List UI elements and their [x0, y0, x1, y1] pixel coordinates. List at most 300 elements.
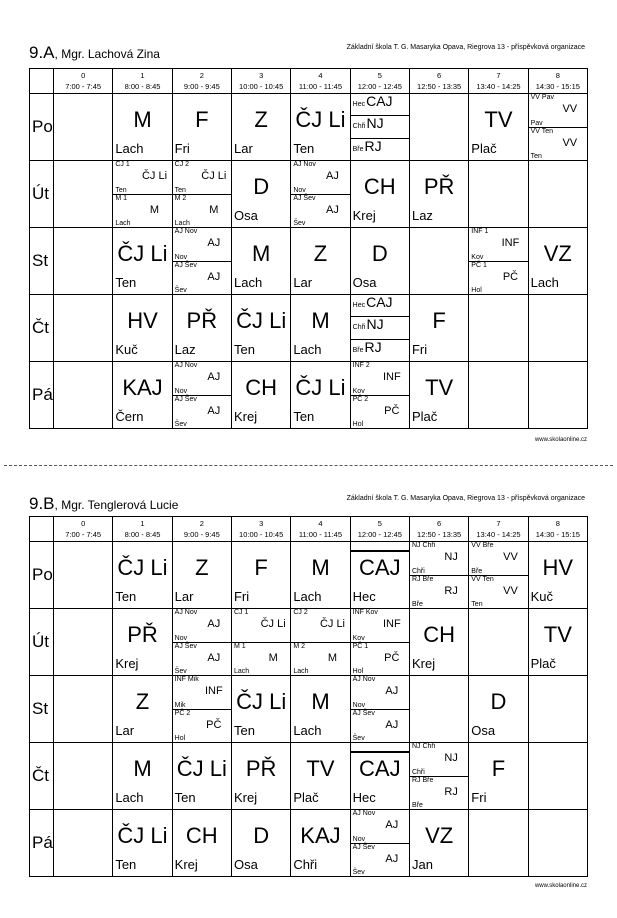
class-name: 9.B — [29, 494, 55, 513]
teacher-abbr: Chři — [293, 857, 318, 872]
lesson-cell — [409, 94, 468, 161]
teacher-abbr: Lach — [293, 589, 322, 604]
lesson — [351, 161, 409, 227]
period-number: 7 — [496, 519, 501, 528]
subject-name: AJ — [207, 237, 221, 250]
teacher-abbr: Fri — [411, 342, 428, 357]
subject-name: PČ — [206, 718, 222, 731]
subject-name: AJ — [207, 270, 221, 283]
teacher-abbr: Osa — [471, 723, 496, 738]
subject-name: D — [371, 241, 388, 266]
subject-name: ČJ Li — [319, 618, 345, 631]
group-lesson — [351, 609, 409, 642]
group-name: AJ Šev — [293, 194, 316, 202]
lesson-cell — [350, 542, 409, 609]
teacher-abbr: Krej — [233, 409, 258, 424]
day-label: Po — [30, 94, 54, 161]
group-lessons — [173, 161, 231, 227]
lesson — [232, 295, 290, 361]
class-teacher: , Mgr. Lachová Zina — [54, 47, 160, 61]
lesson-cell — [291, 676, 350, 743]
group-lessons — [173, 228, 231, 294]
period-number: 2 — [199, 71, 204, 80]
subject-name: AJ — [385, 685, 399, 698]
school-name: Základní škola T. G. Masaryka Opava, Riegrova 13 - příspěvková organizace — [346, 44, 585, 51]
group-lesson — [173, 194, 231, 228]
subject-name: D — [253, 174, 270, 199]
lesson — [113, 676, 171, 742]
lesson-cell — [409, 542, 468, 609]
group-name: PČ 2 — [174, 709, 191, 717]
group-lesson — [173, 676, 231, 709]
lesson-cell — [172, 295, 231, 362]
period-time: 13:40 - 14:25 — [476, 82, 521, 91]
lesson — [113, 228, 171, 294]
language-group — [351, 339, 409, 361]
period-time: 12:00 - 12:45 — [357, 530, 402, 539]
subject-name: AJ — [326, 170, 339, 183]
lesson-cell — [409, 810, 468, 877]
period-number: 5 — [377, 519, 382, 528]
subject-name: AJ — [207, 618, 221, 631]
period-header — [291, 517, 350, 542]
lesson — [291, 94, 349, 160]
period-time: 14:30 - 15:15 — [535, 530, 580, 539]
lesson — [469, 94, 527, 160]
group-lessons — [351, 676, 409, 742]
group-lesson — [173, 228, 231, 261]
blank-row — [351, 752, 409, 753]
corner-cell — [30, 517, 54, 542]
teacher-abbr: Nov — [174, 387, 188, 395]
teacher-abbr: Ten — [115, 857, 137, 872]
teacher-abbr: Lach — [115, 790, 144, 805]
group-lesson — [113, 161, 171, 194]
subject-name: HV — [542, 555, 574, 580]
subject-name: AJ — [207, 651, 221, 664]
period-time: 7:00 - 7:45 — [65, 530, 102, 539]
day-label: Po — [30, 542, 54, 609]
group-name: VV Bře — [471, 542, 494, 549]
group-lesson — [173, 709, 231, 743]
timetable-grid — [29, 516, 588, 877]
lesson-cell — [409, 161, 468, 228]
period-header — [54, 517, 113, 542]
lesson — [351, 743, 409, 809]
teacher-abbr: Fri — [471, 790, 487, 805]
lesson-cell — [172, 94, 231, 161]
lesson-cell — [350, 161, 409, 228]
subject-name: M — [133, 107, 152, 132]
group-name: NJ Chři — [411, 743, 436, 750]
period-header — [350, 69, 409, 94]
subject-name: ČJ Li — [295, 107, 346, 132]
period-header — [172, 69, 231, 94]
subject-name: PŘ — [245, 756, 277, 781]
lesson — [173, 295, 231, 361]
period-number: 1 — [140, 71, 145, 80]
teacher-abbr: Chři — [411, 768, 425, 776]
period-header — [409, 69, 468, 94]
lesson — [291, 676, 349, 742]
teacher-abbr: Osa — [352, 275, 377, 290]
day-label: Čt — [30, 295, 54, 362]
group-lesson — [232, 609, 290, 642]
group-name: NJ Chři — [411, 542, 436, 549]
lesson-cell — [350, 810, 409, 877]
lesson-cell — [350, 295, 409, 362]
teacher-abbr: Lach — [233, 668, 250, 675]
lesson — [113, 609, 171, 675]
group-lesson — [469, 575, 527, 609]
group-name: INF 1 — [471, 228, 489, 235]
teacher-abbr: Ten — [233, 342, 255, 357]
subject-name: ČJ Li — [260, 618, 286, 631]
period-number: 4 — [318, 519, 323, 528]
lesson-cell — [409, 362, 468, 429]
lesson — [351, 542, 409, 608]
teacher-abbr: Lach — [293, 668, 309, 675]
subject-name: Z — [313, 241, 328, 266]
lesson — [291, 542, 349, 608]
lesson-cell — [469, 810, 528, 877]
group-lesson — [469, 542, 527, 575]
subject-name: VV — [562, 136, 578, 149]
group-lessons — [469, 228, 527, 294]
blank-subgroups — [351, 542, 409, 552]
lesson-cell — [231, 676, 290, 743]
period-time: 11:00 - 11:45 — [298, 530, 343, 539]
group-name: AJ Šev — [174, 642, 197, 650]
lesson-cell — [113, 676, 172, 743]
lesson-cell — [231, 295, 290, 362]
subject-name: TV — [484, 107, 513, 132]
subject-name: HV — [127, 308, 158, 333]
period-time: 8:00 - 8:45 — [124, 530, 161, 539]
group-lessons — [173, 609, 231, 675]
lesson-cell — [113, 810, 172, 877]
group-lesson — [351, 676, 409, 709]
lesson-cell — [291, 362, 350, 429]
lesson-cell — [113, 295, 172, 362]
period-time: 9:00 - 9:45 — [183, 530, 220, 539]
blank-row — [351, 542, 409, 550]
subject-name: Z — [254, 107, 268, 132]
lesson-cell — [113, 94, 172, 161]
teacher-abbr: Hec — [352, 790, 376, 805]
subject-name: RJ — [444, 785, 458, 798]
lesson-cell — [291, 228, 350, 295]
group-name: AJ Šev — [174, 395, 197, 403]
subject-name: RJ — [364, 338, 382, 355]
subject-name: Z — [135, 689, 150, 714]
lesson-cell — [350, 743, 409, 810]
lesson — [291, 810, 349, 876]
subject-name: TV — [425, 375, 454, 400]
teacher-abbr: Hec — [352, 302, 366, 310]
lesson-cell — [113, 542, 172, 609]
subject-name: TV — [306, 756, 335, 781]
lesson-cell — [172, 228, 231, 295]
group-lesson — [291, 609, 349, 642]
lesson — [410, 609, 468, 675]
teacher-abbr: Kov — [471, 253, 484, 261]
lesson-cell — [469, 161, 528, 228]
teacher-abbr: Lar — [115, 723, 135, 738]
lesson — [113, 743, 171, 809]
language-group — [351, 316, 409, 338]
language-groups — [351, 295, 409, 361]
lesson-cell — [350, 609, 409, 676]
lesson — [410, 810, 468, 876]
group-name: M 2 — [174, 194, 187, 202]
group-lesson — [529, 127, 587, 161]
subject-name: CH — [185, 823, 218, 848]
group-name: ČJ 2 — [174, 161, 190, 168]
class-name: 9.A — [29, 43, 55, 62]
lesson-cell — [113, 743, 172, 810]
lesson-cell — [469, 362, 528, 429]
lesson — [410, 161, 468, 227]
blank-row — [351, 551, 409, 552]
period-time: 11:00 - 11:45 — [298, 82, 343, 91]
subject-name: ČJ Li — [295, 375, 346, 400]
subject-name: D — [490, 689, 507, 714]
teacher-abbr: Osa — [233, 857, 258, 872]
day-label: Čt — [30, 743, 54, 810]
group-name: RJ Bře — [411, 575, 434, 583]
lesson-cell — [469, 609, 528, 676]
subject-name: CAJ — [366, 93, 393, 110]
footer-url: www.skolaonline.cz — [534, 883, 587, 889]
period-header — [469, 517, 528, 542]
teacher-abbr: Ten — [115, 275, 137, 290]
group-lesson — [173, 161, 231, 194]
group-lesson — [529, 94, 587, 127]
teacher-abbr: Nov — [174, 253, 188, 261]
lesson-cell — [469, 94, 528, 161]
subject-name: PČ — [384, 651, 400, 664]
footer-url: www.skolaonline.cz — [534, 437, 587, 443]
lesson-cell — [54, 295, 113, 362]
group-lessons — [291, 161, 349, 227]
teacher-abbr: Krej — [115, 656, 139, 671]
subject-name: NJ — [444, 752, 458, 765]
subject-name: RJ — [444, 584, 458, 597]
subject-name: M — [311, 555, 330, 580]
group-lesson — [410, 575, 468, 609]
subject-name: CH — [245, 375, 278, 400]
lesson-cell — [469, 542, 528, 609]
period-header — [291, 69, 350, 94]
teacher-abbr: Chři — [352, 324, 366, 332]
lesson-cell — [528, 362, 587, 429]
period-time: 9:00 - 9:45 — [183, 82, 220, 91]
period-number: 2 — [199, 519, 204, 528]
school-name: Základní škola T. G. Masaryka Opava, Riegrova 13 - příspěvková organizace — [346, 495, 585, 502]
period-header — [54, 69, 113, 94]
subject-name: RJ — [364, 137, 382, 154]
teacher-abbr: Plač — [411, 409, 438, 424]
teacher-abbr: Lach — [530, 275, 559, 290]
lesson-cell — [172, 810, 231, 877]
lesson-cell — [528, 542, 587, 609]
group-name: INF Kov — [352, 609, 378, 616]
lesson — [232, 810, 290, 876]
lesson-cell — [54, 609, 113, 676]
group-name: AJ Nov — [352, 676, 376, 683]
lesson-cell — [172, 676, 231, 743]
subject-name: ČJ Li — [236, 308, 287, 333]
group-name: M 1 — [233, 642, 246, 650]
subject-name: M — [311, 308, 330, 333]
lesson-cell — [113, 609, 172, 676]
lesson-cell — [409, 228, 468, 295]
teacher-abbr: Šev — [174, 668, 187, 675]
group-name: ČJ 1 — [233, 609, 249, 616]
lesson-cell — [528, 228, 587, 295]
lesson — [529, 228, 587, 294]
lesson-cell — [528, 295, 587, 362]
teacher-abbr: Bře — [411, 802, 423, 809]
subject-name: TV — [543, 622, 572, 647]
lesson-cell — [291, 295, 350, 362]
lesson-cell — [409, 676, 468, 743]
teacher-abbr: Hol — [352, 421, 364, 428]
teacher-abbr: Hec — [352, 101, 366, 109]
subject-name: PŘ — [186, 308, 218, 333]
lesson-cell — [172, 161, 231, 228]
subject-name: PČ — [384, 404, 400, 417]
group-lessons — [173, 362, 231, 428]
group-lesson — [351, 709, 409, 743]
lesson-cell — [469, 676, 528, 743]
lesson — [113, 362, 171, 428]
teacher-abbr: Hol — [352, 668, 364, 675]
lesson-cell — [528, 743, 587, 810]
teacher-abbr: Šev — [352, 869, 365, 876]
group-name: INF 2 — [352, 362, 370, 369]
group-lessons — [529, 94, 587, 160]
period-number: 8 — [555, 71, 560, 80]
lesson — [232, 228, 290, 294]
teacher-abbr: Jan — [411, 857, 433, 872]
lesson-cell — [54, 743, 113, 810]
teacher-abbr: Ten — [293, 141, 315, 156]
lesson — [291, 743, 349, 809]
group-name: AJ Nov — [174, 228, 198, 235]
group-lessons — [173, 676, 231, 742]
period-number: 3 — [259, 71, 264, 80]
subject-name: CH — [363, 174, 396, 199]
lesson-cell — [54, 362, 113, 429]
teacher-abbr: Lar — [174, 589, 194, 604]
lesson-cell — [172, 542, 231, 609]
teacher-abbr: Lar — [233, 141, 253, 156]
group-name: VV Pav — [530, 94, 554, 101]
period-time: 10:00 - 10:45 — [239, 530, 284, 539]
subject-name: INF — [501, 237, 520, 250]
lesson-cell — [231, 743, 290, 810]
teacher-abbr: Fri — [233, 589, 250, 604]
group-lesson — [291, 194, 349, 228]
timetable — [29, 68, 588, 429]
day-label: Pá — [30, 810, 54, 877]
subject-name: ČJ Li — [117, 823, 168, 848]
subject-name: D — [253, 823, 270, 848]
teacher-abbr: Šev — [352, 735, 365, 742]
day-label: Út — [30, 161, 54, 228]
lesson-cell — [528, 161, 587, 228]
day-label: Út — [30, 609, 54, 676]
lesson — [291, 295, 349, 361]
timetable — [29, 516, 588, 877]
period-time: 8:00 - 8:45 — [124, 82, 161, 91]
subject-name: Z — [195, 555, 209, 580]
subject-name: PŘ — [423, 174, 455, 199]
lesson — [113, 295, 171, 361]
lesson-cell — [409, 743, 468, 810]
language-groups — [351, 94, 409, 160]
teacher-abbr: Chři — [411, 567, 425, 575]
subject-name: CAJ — [359, 756, 401, 781]
teacher-abbr: Hol — [174, 735, 186, 742]
group-lessons — [410, 542, 468, 608]
teacher-abbr: Osa — [233, 208, 258, 223]
group-name: AJ Šev — [352, 843, 375, 851]
teacher-abbr: Krej — [233, 790, 258, 805]
period-header — [113, 517, 172, 542]
group-lesson — [351, 810, 409, 843]
group-lessons — [351, 362, 409, 428]
subject-name: ČJ Li — [236, 689, 287, 714]
teacher-abbr: Ten — [530, 153, 542, 160]
teacher-abbr: Chři — [352, 123, 366, 131]
teacher-abbr: Kov — [352, 387, 365, 395]
subject-name: F — [254, 555, 268, 580]
lesson-cell — [291, 743, 350, 810]
subject-name: M — [149, 203, 160, 216]
lesson-cell — [291, 542, 350, 609]
lesson — [529, 609, 587, 675]
teacher-abbr: Ten — [174, 186, 186, 194]
lesson-cell — [231, 94, 290, 161]
group-lesson — [410, 743, 468, 776]
teacher-abbr: Bře — [411, 601, 423, 608]
class-heading — [29, 43, 160, 63]
period-header — [409, 517, 468, 542]
lesson-cell — [172, 362, 231, 429]
period-time: 13:40 - 14:25 — [476, 530, 521, 539]
lesson — [173, 542, 231, 608]
group-lesson — [351, 395, 409, 429]
teacher-abbr: Bře — [352, 145, 364, 153]
group-lesson — [173, 261, 231, 295]
period-number: 3 — [259, 519, 264, 528]
period-number: 0 — [81, 71, 86, 80]
day-label: Pá — [30, 362, 54, 429]
subject-name: INF — [204, 685, 223, 698]
group-name: AJ Šev — [352, 709, 375, 717]
lesson — [173, 743, 231, 809]
period-header — [528, 69, 587, 94]
lesson — [173, 810, 231, 876]
period-time: 7:00 - 7:45 — [65, 82, 102, 91]
teacher-abbr: Krej — [352, 208, 376, 223]
period-header — [113, 69, 172, 94]
group-lesson — [173, 362, 231, 395]
group-lessons — [469, 542, 527, 608]
